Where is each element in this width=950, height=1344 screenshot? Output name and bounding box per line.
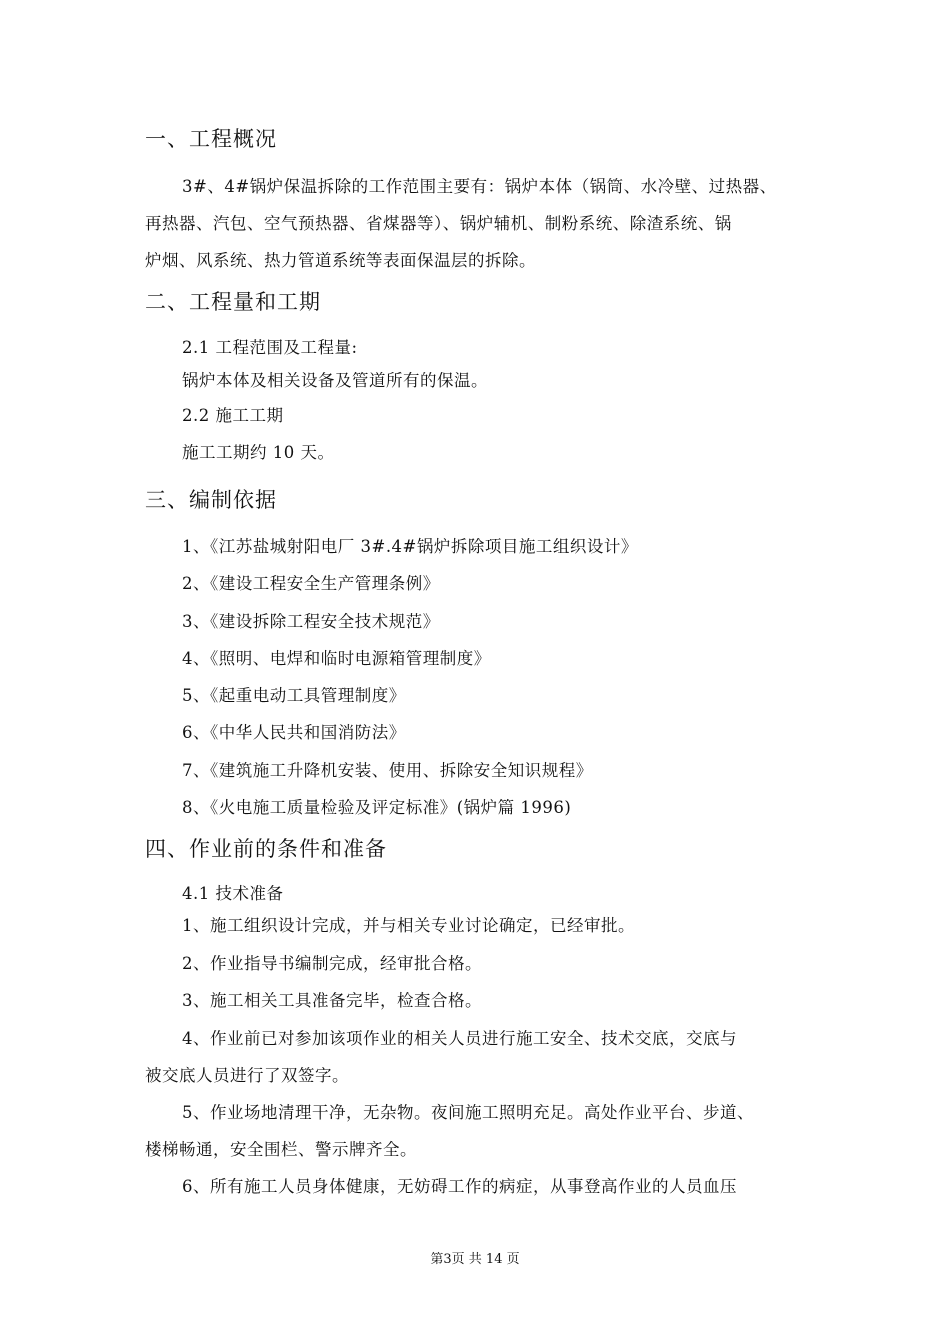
section-2-heading: 二、工程量和工期 — [145, 290, 321, 314]
section-2-sub2-title: 2.2 施工工期 — [182, 406, 284, 425]
reference-item-1: 1、《江苏盐城射阳电厂 3#.4#锅炉拆除项目施工组织设计》 — [182, 537, 638, 556]
reference-item-2: 2、《建设工程安全生产管理条例》 — [182, 574, 440, 593]
prep-item-1: 1、施工组织设计完成，并与相关专业讨论确定，已经审批。 — [182, 916, 635, 935]
section-1-para-line-1: 3#、4#锅炉保温拆除的工作范围主要有：锅炉本体（锅筒、水冷壁、过热器、 — [182, 177, 777, 196]
prep-item-2: 2、作业指导书编制完成，经审批合格。 — [182, 954, 482, 973]
prep-item-4-line-2: 被交底人员进行了双签字。 — [145, 1066, 349, 1085]
section-1-para-line-3: 炉烟、风系统、热力管道系统等表面保温层的拆除。 — [145, 251, 536, 270]
reference-item-3: 3、《建设拆除工程安全技术规范》 — [182, 612, 440, 631]
section-4-sub1-title: 4.1 技术准备 — [182, 884, 284, 903]
section-3-heading: 三、编制依据 — [145, 488, 277, 512]
section-1-para-line-2: 再热器、汽包、空气预热器、省煤器等）、锅炉辅机、制粉系统、除渣系统、锅 — [145, 214, 732, 233]
page-footer: 第3页 共 14 页 — [430, 1252, 520, 1267]
reference-item-8: 8、《火电施工质量检验及评定标准》(锅炉篇 1996) — [182, 798, 572, 817]
reference-item-6: 6、《中华人民共和国消防法》 — [182, 723, 406, 742]
section-4-heading: 四、作业前的条件和准备 — [145, 837, 387, 861]
prep-item-3: 3、施工相关工具准备完毕，检查合格。 — [182, 991, 482, 1010]
section-2-sub2-text: 施工工期约 10 天。 — [182, 443, 335, 462]
prep-item-4-line-1: 4、作业前已对参加该项作业的相关人员进行施工安全、技术交底，交底与 — [182, 1029, 737, 1048]
section-2-sub1-title: 2.1 工程范围及工程量: — [182, 338, 358, 357]
section-1-heading: 一、工程概况 — [145, 127, 277, 151]
reference-item-5: 5、《起重电动工具管理制度》 — [182, 686, 406, 705]
prep-item-5-line-2: 楼梯畅通，安全围栏、警示牌齐全。 — [145, 1140, 417, 1159]
prep-item-6-line-1: 6、所有施工人员身体健康，无妨碍工作的病症，从事登高作业的人员血压 — [182, 1177, 737, 1196]
section-2-sub1-text: 锅炉本体及相关设备及管道所有的保温。 — [182, 371, 488, 390]
reference-item-4: 4、《照明、电焊和临时电源箱管理制度》 — [182, 649, 491, 668]
prep-item-5-line-1: 5、作业场地清理干净，无杂物。夜间施工照明充足。高处作业平台、步道、 — [182, 1103, 754, 1122]
reference-item-7: 7、《建筑施工升降机安装、使用、拆除安全知识规程》 — [182, 761, 593, 780]
